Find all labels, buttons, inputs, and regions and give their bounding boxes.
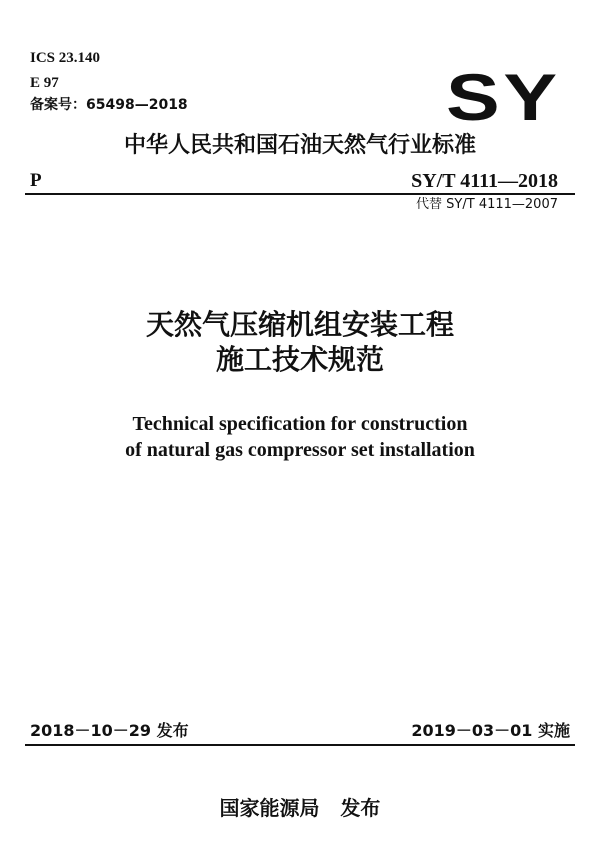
header-divider [25,193,575,195]
filing-number: 备案号：65498—2018 [30,97,188,113]
english-title-line-2: of natural gas compressor set installation [125,439,475,461]
english-title-line-1: Technical specification for construction [132,413,468,435]
publisher: 国家能源局 发布 [219,796,381,820]
replaces-standard: 代替 SY/T 4111—2007 [416,197,558,212]
footer-divider [25,744,575,746]
standard-classification: 中华人民共和国石油天然气行业标准 [123,133,476,158]
implementation-date: 2019－03－01 实施 [411,721,570,740]
sy-logo: SY [446,60,561,134]
issue-date: 2018－10－29 发布 [30,721,189,740]
ics-code: ICS 23.140 [30,50,101,66]
category-letter: P [30,170,42,191]
ccs-code: E 97 [30,75,59,91]
chinese-title-line-2: 施工技术规范 [215,343,384,376]
standard-number: SY/T 4111—2018 [411,170,558,192]
chinese-title-line-1: 天然气压缩机组安装工程 [145,308,454,341]
